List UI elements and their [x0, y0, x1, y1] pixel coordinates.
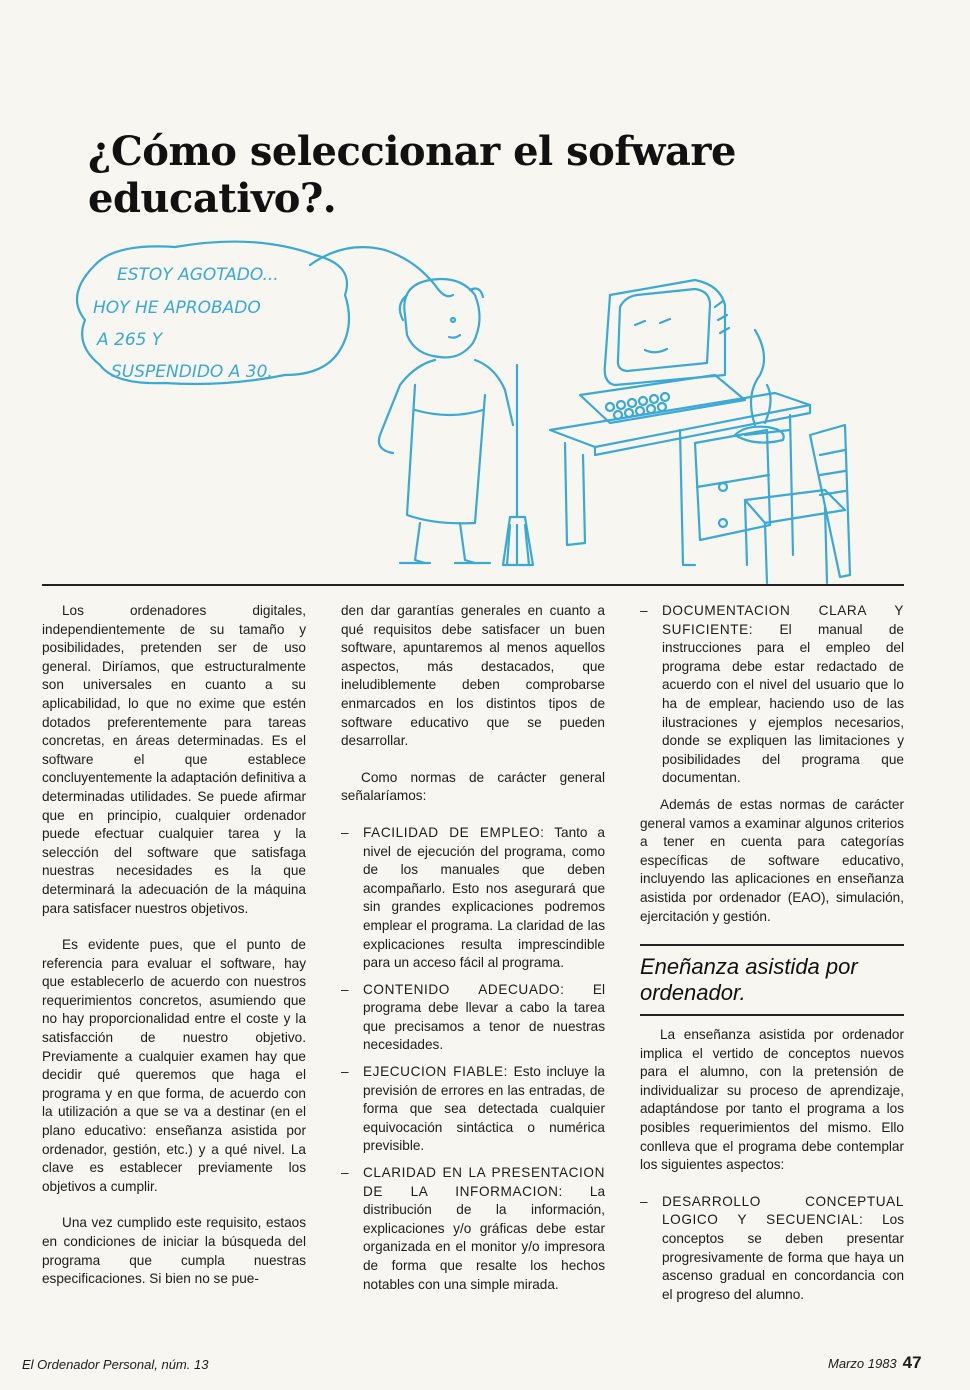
list-item-text: La distribución de la información, explicaciones y/o gráficas debe estar organizada en el monitor y/o impresora de forma que resalte los hechos notables con una simple mirada.	[363, 1183, 606, 1292]
chair	[745, 425, 850, 583]
footer-publication: El Ordenador Personal, núm. 13	[22, 1357, 209, 1372]
list-item: – CLARIDAD EN LA PRESENTACION DE LA INFORMACION: La distribución de la información, explicaciones y/o gráficas debe estar organizada en el monitor y/o impresora de forma que resalte los hechos notables con una simple mirada.	[341, 1165, 606, 1292]
bubble-line-3: A 265 Y	[97, 330, 163, 350]
list-item-head: FACILIDAD DE EMPLEO:	[363, 824, 545, 840]
bubble-tail	[310, 247, 453, 296]
woman-figure	[379, 279, 513, 563]
list-item-text: El manual de instrucciones para el empleo del programa debe estar redactado de acuerdo con el nivel del usuario que lo ha de emplear, haciendo uso de las ilustraciones y ejemplos necesarios, donde se expliquen las limitaciones y posibilidades del programa que documentan.	[662, 621, 904, 786]
col3-paragraph-2: La enseñanza asistida por ordenador implica el vertido de conceptos nuevos para el alumno, con la pretensión de individualizar su proceso de aprendizaje, adaptándose por tanto el programa a los posibles requerimientos del mismo. Ello conlleva que el programa debe contemplar los siguientes aspectos:	[640, 1027, 904, 1173]
bubble-line-4: SUSPENDIDO A 30.	[111, 362, 273, 382]
list-item-head: CLARIDAD EN LA PRESENTACION DE LA INFORMACION:	[363, 1165, 605, 1199]
list-item: – EJECUCION FIABLE: Esto incluye la previsión de errores en las entradas, de forma que sea detectada cualquier equivocación sintáctica o numérica previsible.	[341, 1064, 605, 1154]
section-rule-top	[640, 944, 904, 946]
list-item: – CONTENIDO ADECUADO: El programa debe llevar a cabo la tarea que precisamos a tenor de nuestras necesidades.	[341, 981, 605, 1053]
list-item-head: EJECUCION FIABLE:	[363, 1064, 508, 1080]
page-number: 47	[902, 1353, 922, 1372]
col3-paragraph-1: Además de estas normas de carácter general vamos a examinar algunos criterios a tener en cuenta para categorías específicas de software educativo, incluyendo las aplicaciones en enseñanza asistida por ordenador (EAO), simulación, ejercitación y gestión.	[640, 796, 904, 924]
list-item-head: DESARROLLO CONCEPTUAL LOGICO Y SECUENCIAL:	[662, 1193, 904, 1228]
col2-paragraph-2: Como normas de carácter general señalaríamos:	[341, 769, 605, 804]
footer-date-page	[828, 1353, 922, 1373]
column-3	[640, 602, 904, 1312]
header-rule	[42, 584, 904, 586]
col1-paragraph-1: Los ordenadores digitales, independientemente de su tamaño y posibilidades, pretenden ser de uso general. Diríamos, que estructuralmente son universales en cuanto a su aplicabilidad, lo que no exime que estén dotados preferentemente para tareas concretas, en áreas determinadas. Es el software el que establece concluyentemente la adaptación definitiva a determinadas utilidades. Se puede afirmar que en principio, cualquier ordenador puede efectuar cualquier tarea y la selección del software que satisfaga nuestras necesidades es la que determinará la adecuación de la máquina para satisfacer nuestros objetivos.	[42, 603, 306, 916]
footer-date: Marzo 1983	[828, 1356, 897, 1371]
column-1	[42, 602, 306, 1289]
col2-paragraph-1: den dar garantías generales en cuanto a qué requisitos debe satisfacer un buen software, apuntaremos al menos aquellos aspectos, más destacados, que ineludiblemente deben comprobarse enmarcados en los distintos tipos de software educativo que se pueden desarrollar.	[341, 603, 605, 749]
bubble-line-1: ESTOY AGOTADO...	[117, 265, 279, 285]
bubble-line-2: HOY HE APROBADO	[93, 298, 261, 318]
list-item-head: DOCUMENTACION CLARA Y SUFICIENTE:	[662, 603, 904, 637]
section-rule-bottom	[640, 1014, 904, 1016]
col1-paragraph-3: Una vez cumplido este requisito, estaos en condiciones de iniciar la búsqueda del programa que cumpla nuestras especificaciones. Si bien no se pue-	[42, 1215, 306, 1287]
broom	[503, 365, 533, 565]
list-item-text: El programa debe llevar a cabo la tarea que precisamos a tenor de nuestras necesidades.	[363, 981, 605, 1053]
list-item-text: Los conceptos se deben presentar progresivamente de forma que haya un ascenso gradual en concordancia con el progreso del alumno.	[662, 1212, 905, 1302]
list-item-text: Esto incluye la previsión de errores en las entradas, de forma que sea detectada cualquier equivocación sintáctica o numérica previsible.	[363, 1064, 605, 1154]
list-item: – DOCUMENTACION CLARA Y SUFICIENTE: El manual de instrucciones para el empleo del programa debe estar redactado de acuerdo con el nivel del usuario que lo ha de emplear, haciendo uso de las ilustraciones y ejemplos necesarios, donde se expliquen las limitaciones y posibilidades del programa que documentan.	[640, 603, 904, 786]
col1-paragraph-2: Es evidente pues, que el punto de referencia para evaluar el software, hay que establecerlo de acuerdo con nuestros requerimientos concretos, asumiendo que no hay proporcionalidad entre el coste y la satisfacción de nuestro objetivo. Previamente a cualquier examen hay que decidir qué queremos que haga el programa y en que forma, de acuerdo con la utilización a que se va a destinar (en el plano educativo: enseñanza asistida por ordenador, gestión, etc.) y a qué nivel. La clave es establecer previamente los objetivos a cumplir.	[42, 937, 306, 1194]
page-title: ¿Cómo seleccionar el sofware educativo?.	[88, 128, 736, 222]
cartoon-illustration	[55, 225, 875, 587]
desk	[550, 393, 810, 565]
list-item-text: Tanto a nivel de ejecución del programa, como de los manuales que deben acompañarlo. Esto nos asegurará que sin grandes explicaciones podremos emplear el programa. La claridad de las explicaciones resulta imprescindible para un acceso fácil al programa.	[363, 824, 605, 971]
column-2	[341, 602, 605, 1302]
list-item: – DESARROLLO CONCEPTUAL LOGICO Y SECUENCIAL: Los conceptos se deben presentar progresivamente de forma que haya un ascenso gradual en concordancia con el progreso del alumno.	[640, 1193, 905, 1302]
list-item-head: CONTENIDO ADECUADO:	[363, 981, 565, 997]
section-title: Eneñanza asistida por ordenador.	[640, 954, 858, 1006]
list-item: – FACILIDAD DE EMPLEO: Tanto a nivel de ejecución del programa, como de los manuales que deben acompañarlo. Esto nos asegurará que sin grandes explicaciones podremos emplear el programa. La claridad de las explicaciones resulta imprescindible para un acceso fácil al programa.	[341, 824, 605, 971]
